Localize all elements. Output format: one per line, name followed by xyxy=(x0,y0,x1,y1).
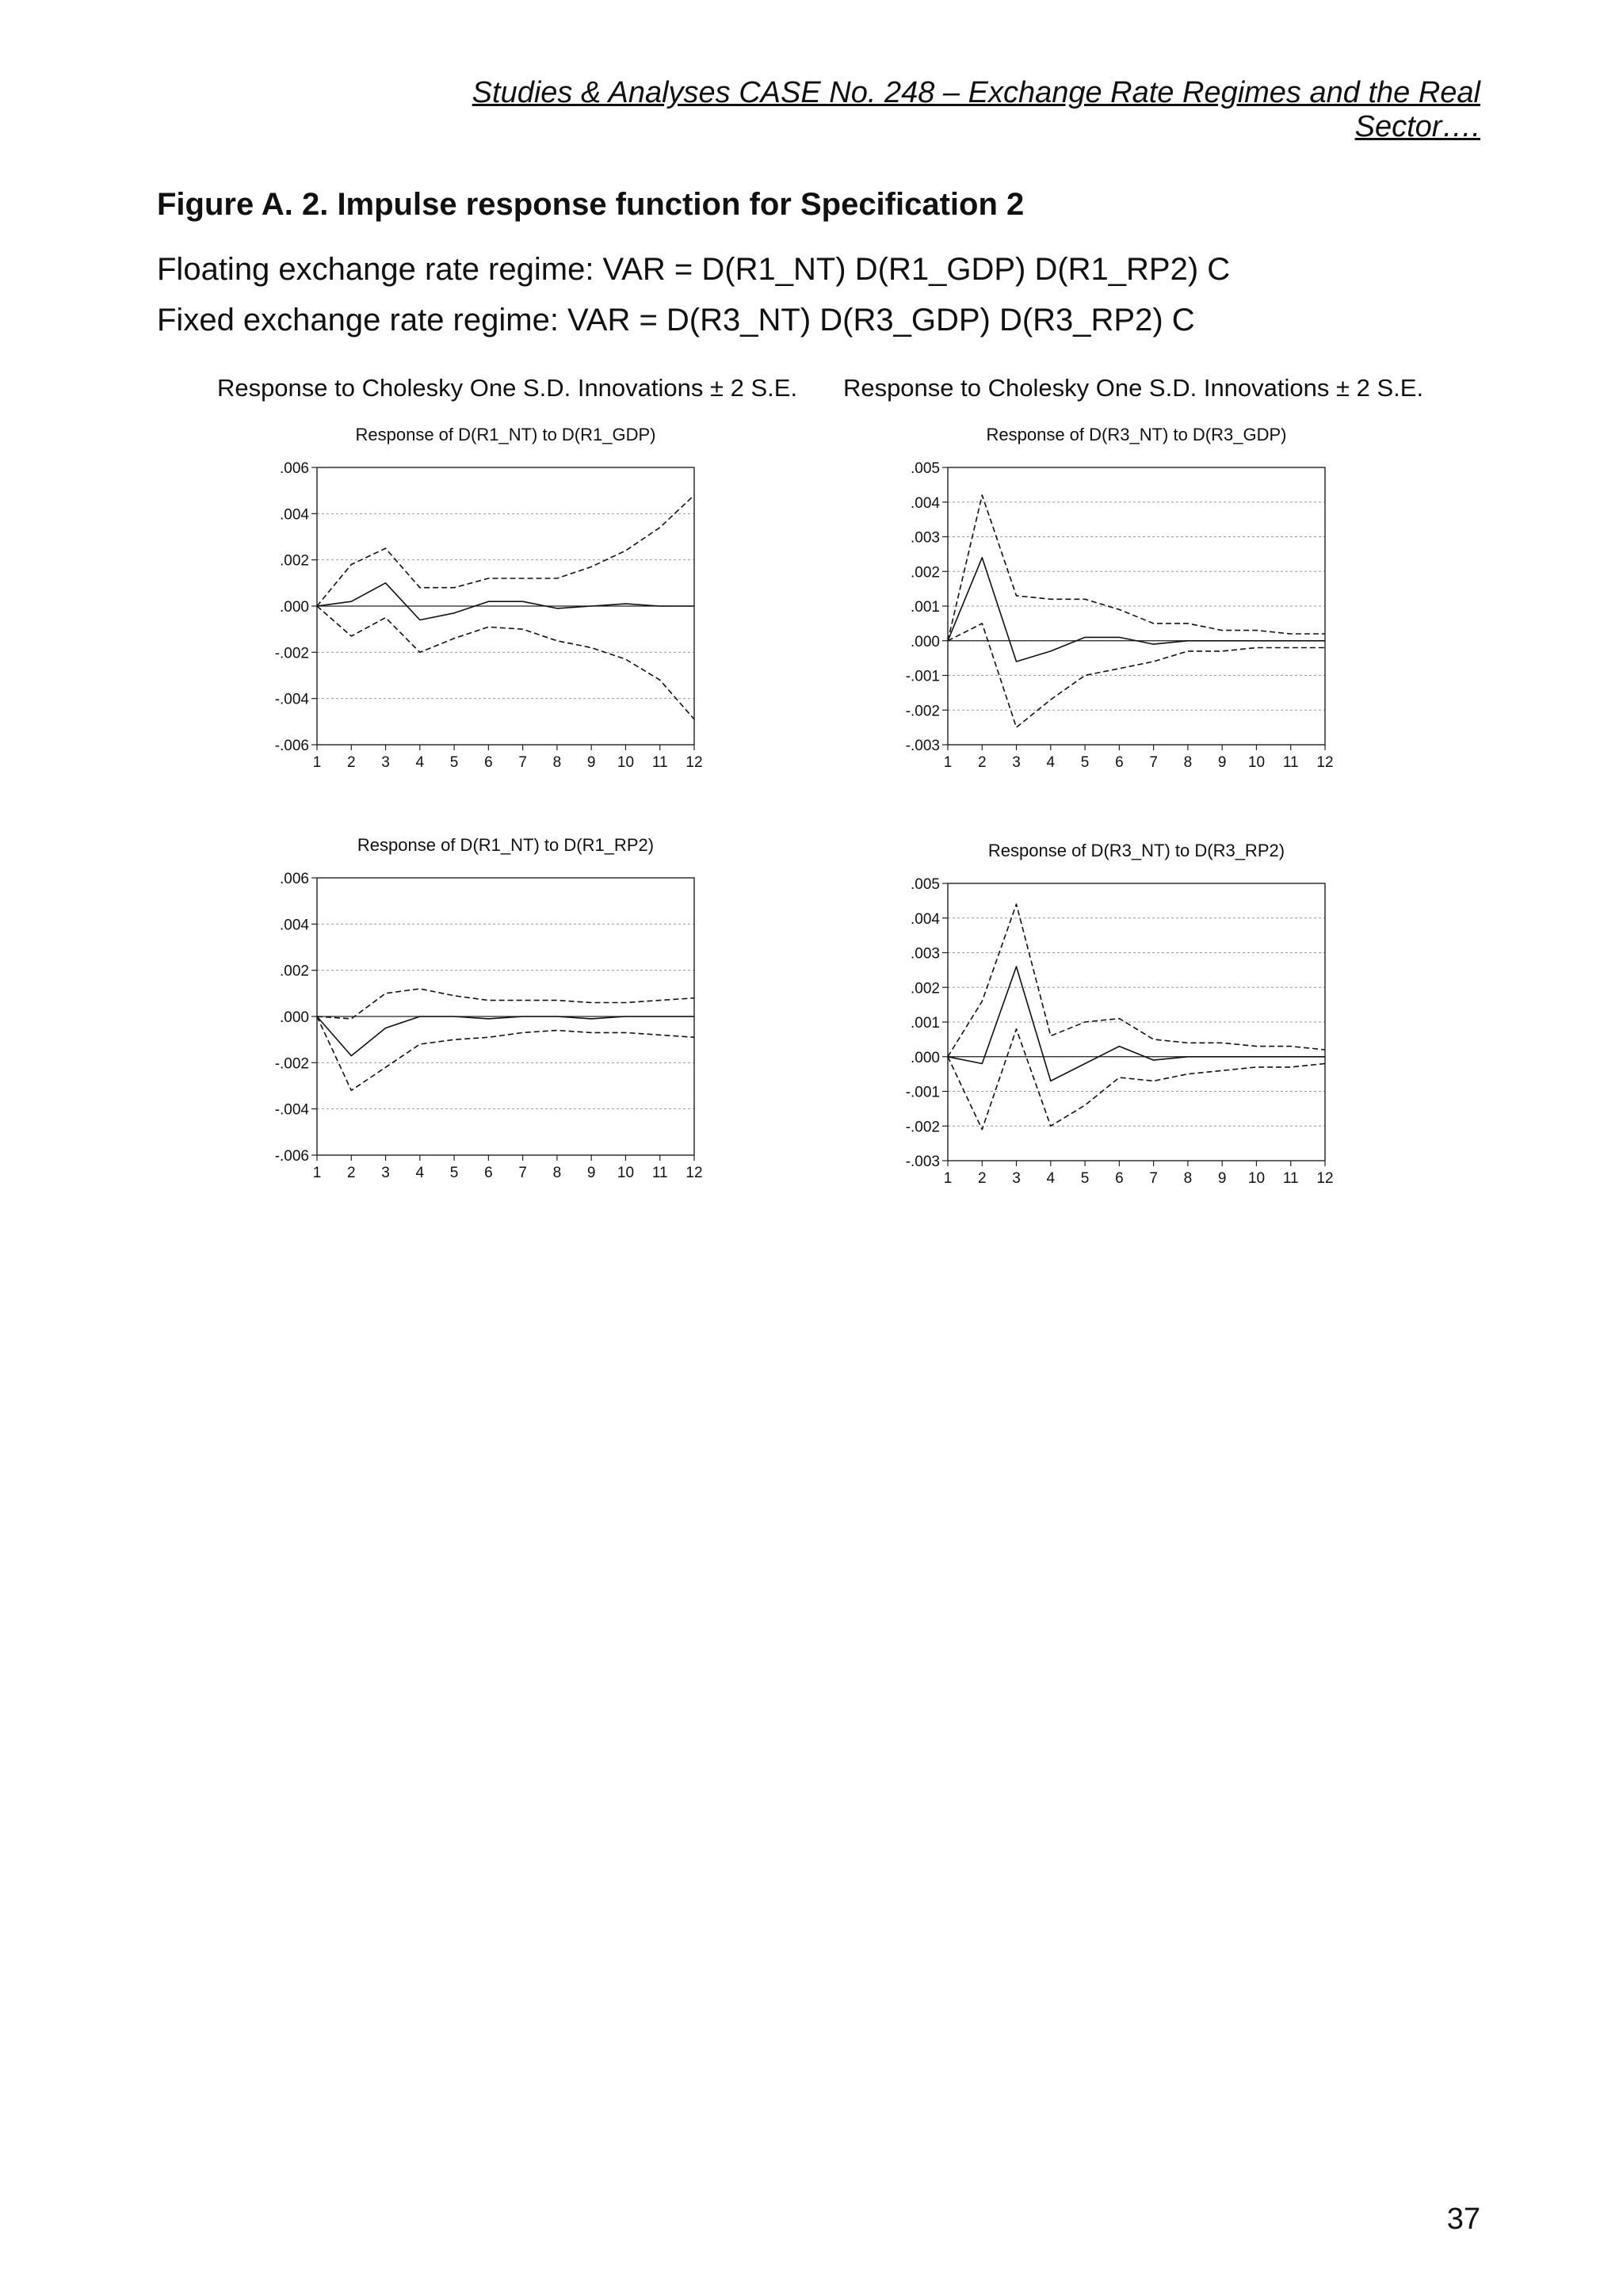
x-tick-label: 4 xyxy=(1046,754,1056,771)
x-tick-label: 7 xyxy=(518,1165,527,1181)
y-tick-label: .004 xyxy=(280,506,309,524)
x-tick-label: 9 xyxy=(1217,1170,1227,1187)
x-tick-label: 6 xyxy=(484,754,493,771)
x-tick-label: 12 xyxy=(1316,1170,1334,1187)
y-tick-label: .000 xyxy=(911,1049,940,1066)
chart-title: Response of D(R1_NT) to D(R1_RP2) xyxy=(357,835,655,855)
x-tick-label: 6 xyxy=(484,1165,493,1181)
chart-r1-rp2-svg xyxy=(223,830,715,1203)
x-tick-label: 2 xyxy=(977,1170,987,1187)
x-tick-label: 12 xyxy=(685,754,703,771)
left-column-caption: Response to Cholesky One S.D. Innovations ± 2 S.E. xyxy=(216,374,798,402)
y-tick-label: -.002 xyxy=(905,703,940,720)
chart-r1-rp2 xyxy=(223,830,715,1203)
y-tick-label: .002 xyxy=(911,980,940,997)
x-tick-label: 7 xyxy=(1149,754,1158,771)
y-tick-label: .000 xyxy=(280,599,309,616)
chart-title: Response of D(R3_NT) to D(R3_GDP) xyxy=(986,425,1287,444)
x-tick-label: 10 xyxy=(1247,1170,1266,1187)
x-tick-label: 10 xyxy=(617,754,635,771)
x-tick-label: 1 xyxy=(312,754,322,771)
y-tick-label: -.004 xyxy=(274,691,309,708)
y-tick-label: -.002 xyxy=(274,645,309,662)
y-tick-label: -.006 xyxy=(274,1148,309,1165)
y-tick-label: -.006 xyxy=(274,738,309,754)
x-tick-label: 4 xyxy=(415,754,425,771)
y-tick-label: -.003 xyxy=(905,1154,940,1170)
x-tick-label: 3 xyxy=(381,1165,390,1181)
y-tick-label: .003 xyxy=(911,529,940,547)
x-tick-label: 8 xyxy=(1183,1170,1193,1187)
x-tick-label: 9 xyxy=(586,1165,596,1181)
y-tick-label: -.002 xyxy=(905,1119,940,1136)
y-tick-label: -.004 xyxy=(274,1101,309,1119)
x-tick-label: 9 xyxy=(586,754,596,771)
x-tick-label: 2 xyxy=(346,754,356,771)
running-header: Studies & Analyses CASE No. 248 – Exchange Rate Regimes and the Real Sector…. xyxy=(472,76,1480,143)
y-tick-label: .004 xyxy=(911,910,940,928)
chart-title: Response of D(R1_NT) to D(R1_GDP) xyxy=(355,425,656,444)
x-tick-label: 8 xyxy=(552,1165,562,1181)
response-line xyxy=(317,583,694,620)
x-tick-label: 3 xyxy=(381,754,390,771)
x-tick-label: 11 xyxy=(1282,754,1299,771)
y-tick-label: -.001 xyxy=(905,1084,940,1101)
y-tick-label: -.003 xyxy=(905,738,940,754)
lower-band-line xyxy=(317,606,694,719)
x-tick-label: 12 xyxy=(685,1165,703,1181)
y-tick-label: .005 xyxy=(911,876,940,893)
y-tick-label: -.002 xyxy=(274,1055,309,1073)
x-tick-label: 8 xyxy=(1183,754,1193,771)
chart-r3-rp2 xyxy=(854,836,1346,1208)
chart-title: Response of D(R3_NT) to D(R3_RP2) xyxy=(987,841,1285,860)
x-tick-label: 2 xyxy=(346,1165,356,1181)
response-line xyxy=(317,1016,694,1056)
chart-r1-gdp xyxy=(223,420,715,792)
right-column-caption: Response to Cholesky One S.D. Innovations ± 2 S.E. xyxy=(842,374,1424,402)
y-tick-label: .000 xyxy=(911,633,940,650)
response-line xyxy=(948,558,1325,662)
x-tick-label: 12 xyxy=(1316,754,1334,771)
upper-band-line xyxy=(948,904,1325,1057)
y-tick-label: .006 xyxy=(280,871,309,887)
chart-r3-rp2-svg xyxy=(854,836,1346,1208)
y-tick-label: .003 xyxy=(911,945,940,963)
y-tick-label: -.001 xyxy=(905,668,940,685)
x-tick-label: 6 xyxy=(1115,1170,1124,1187)
floating-regime-spec: Floating exchange rate regime: VAR = D(R1_NT) D(R1_GDP) D(R1_RP2) C xyxy=(157,252,1231,287)
y-tick-label: .002 xyxy=(280,963,309,980)
x-tick-label: 3 xyxy=(1012,1170,1021,1187)
x-tick-label: 9 xyxy=(1217,754,1227,771)
x-tick-label: 6 xyxy=(1115,754,1124,771)
y-tick-label: .006 xyxy=(280,460,309,477)
x-tick-label: 7 xyxy=(1149,1170,1158,1187)
x-tick-label: 5 xyxy=(449,1165,459,1181)
upper-band-line xyxy=(317,989,694,1019)
y-tick-label: .005 xyxy=(911,460,940,477)
x-tick-label: 10 xyxy=(617,1165,635,1181)
y-tick-label: .001 xyxy=(911,1015,940,1032)
upper-band-line xyxy=(948,495,1325,641)
x-tick-label: 5 xyxy=(449,754,459,771)
x-tick-label: 11 xyxy=(651,1165,668,1181)
x-tick-label: 10 xyxy=(1247,754,1266,771)
x-tick-label: 11 xyxy=(651,754,668,771)
x-tick-label: 4 xyxy=(415,1165,425,1181)
page-number: 37 xyxy=(1446,2203,1480,2236)
x-tick-label: 1 xyxy=(312,1165,322,1181)
lower-band-line xyxy=(948,1029,1325,1130)
x-tick-label: 1 xyxy=(943,1170,953,1187)
x-tick-label: 4 xyxy=(1046,1170,1056,1187)
fixed-regime-spec: Fixed exchange rate regime: VAR = D(R3_NT) D(R3_GDP) D(R3_RP2) C xyxy=(157,303,1195,338)
x-tick-label: 2 xyxy=(977,754,987,771)
y-tick-label: .002 xyxy=(911,564,940,582)
x-tick-label: 5 xyxy=(1080,754,1090,771)
x-tick-label: 1 xyxy=(943,754,953,771)
x-tick-label: 3 xyxy=(1012,754,1021,771)
chart-r1-gdp-svg xyxy=(223,420,715,792)
y-tick-label: .001 xyxy=(911,599,940,616)
lower-band-line xyxy=(317,1016,694,1090)
y-tick-label: .000 xyxy=(280,1009,309,1026)
x-tick-label: 7 xyxy=(518,754,527,771)
chart-r3-gdp-svg xyxy=(854,420,1346,792)
figure-title: Figure A. 2. Impulse response function for Specification 2 xyxy=(157,187,1025,222)
x-tick-label: 8 xyxy=(552,754,562,771)
chart-r3-gdp xyxy=(854,420,1346,792)
y-tick-label: .002 xyxy=(280,552,309,570)
x-tick-label: 5 xyxy=(1080,1170,1090,1187)
x-tick-label: 11 xyxy=(1282,1170,1299,1187)
y-tick-label: .004 xyxy=(280,917,309,934)
y-tick-label: .004 xyxy=(911,494,940,512)
